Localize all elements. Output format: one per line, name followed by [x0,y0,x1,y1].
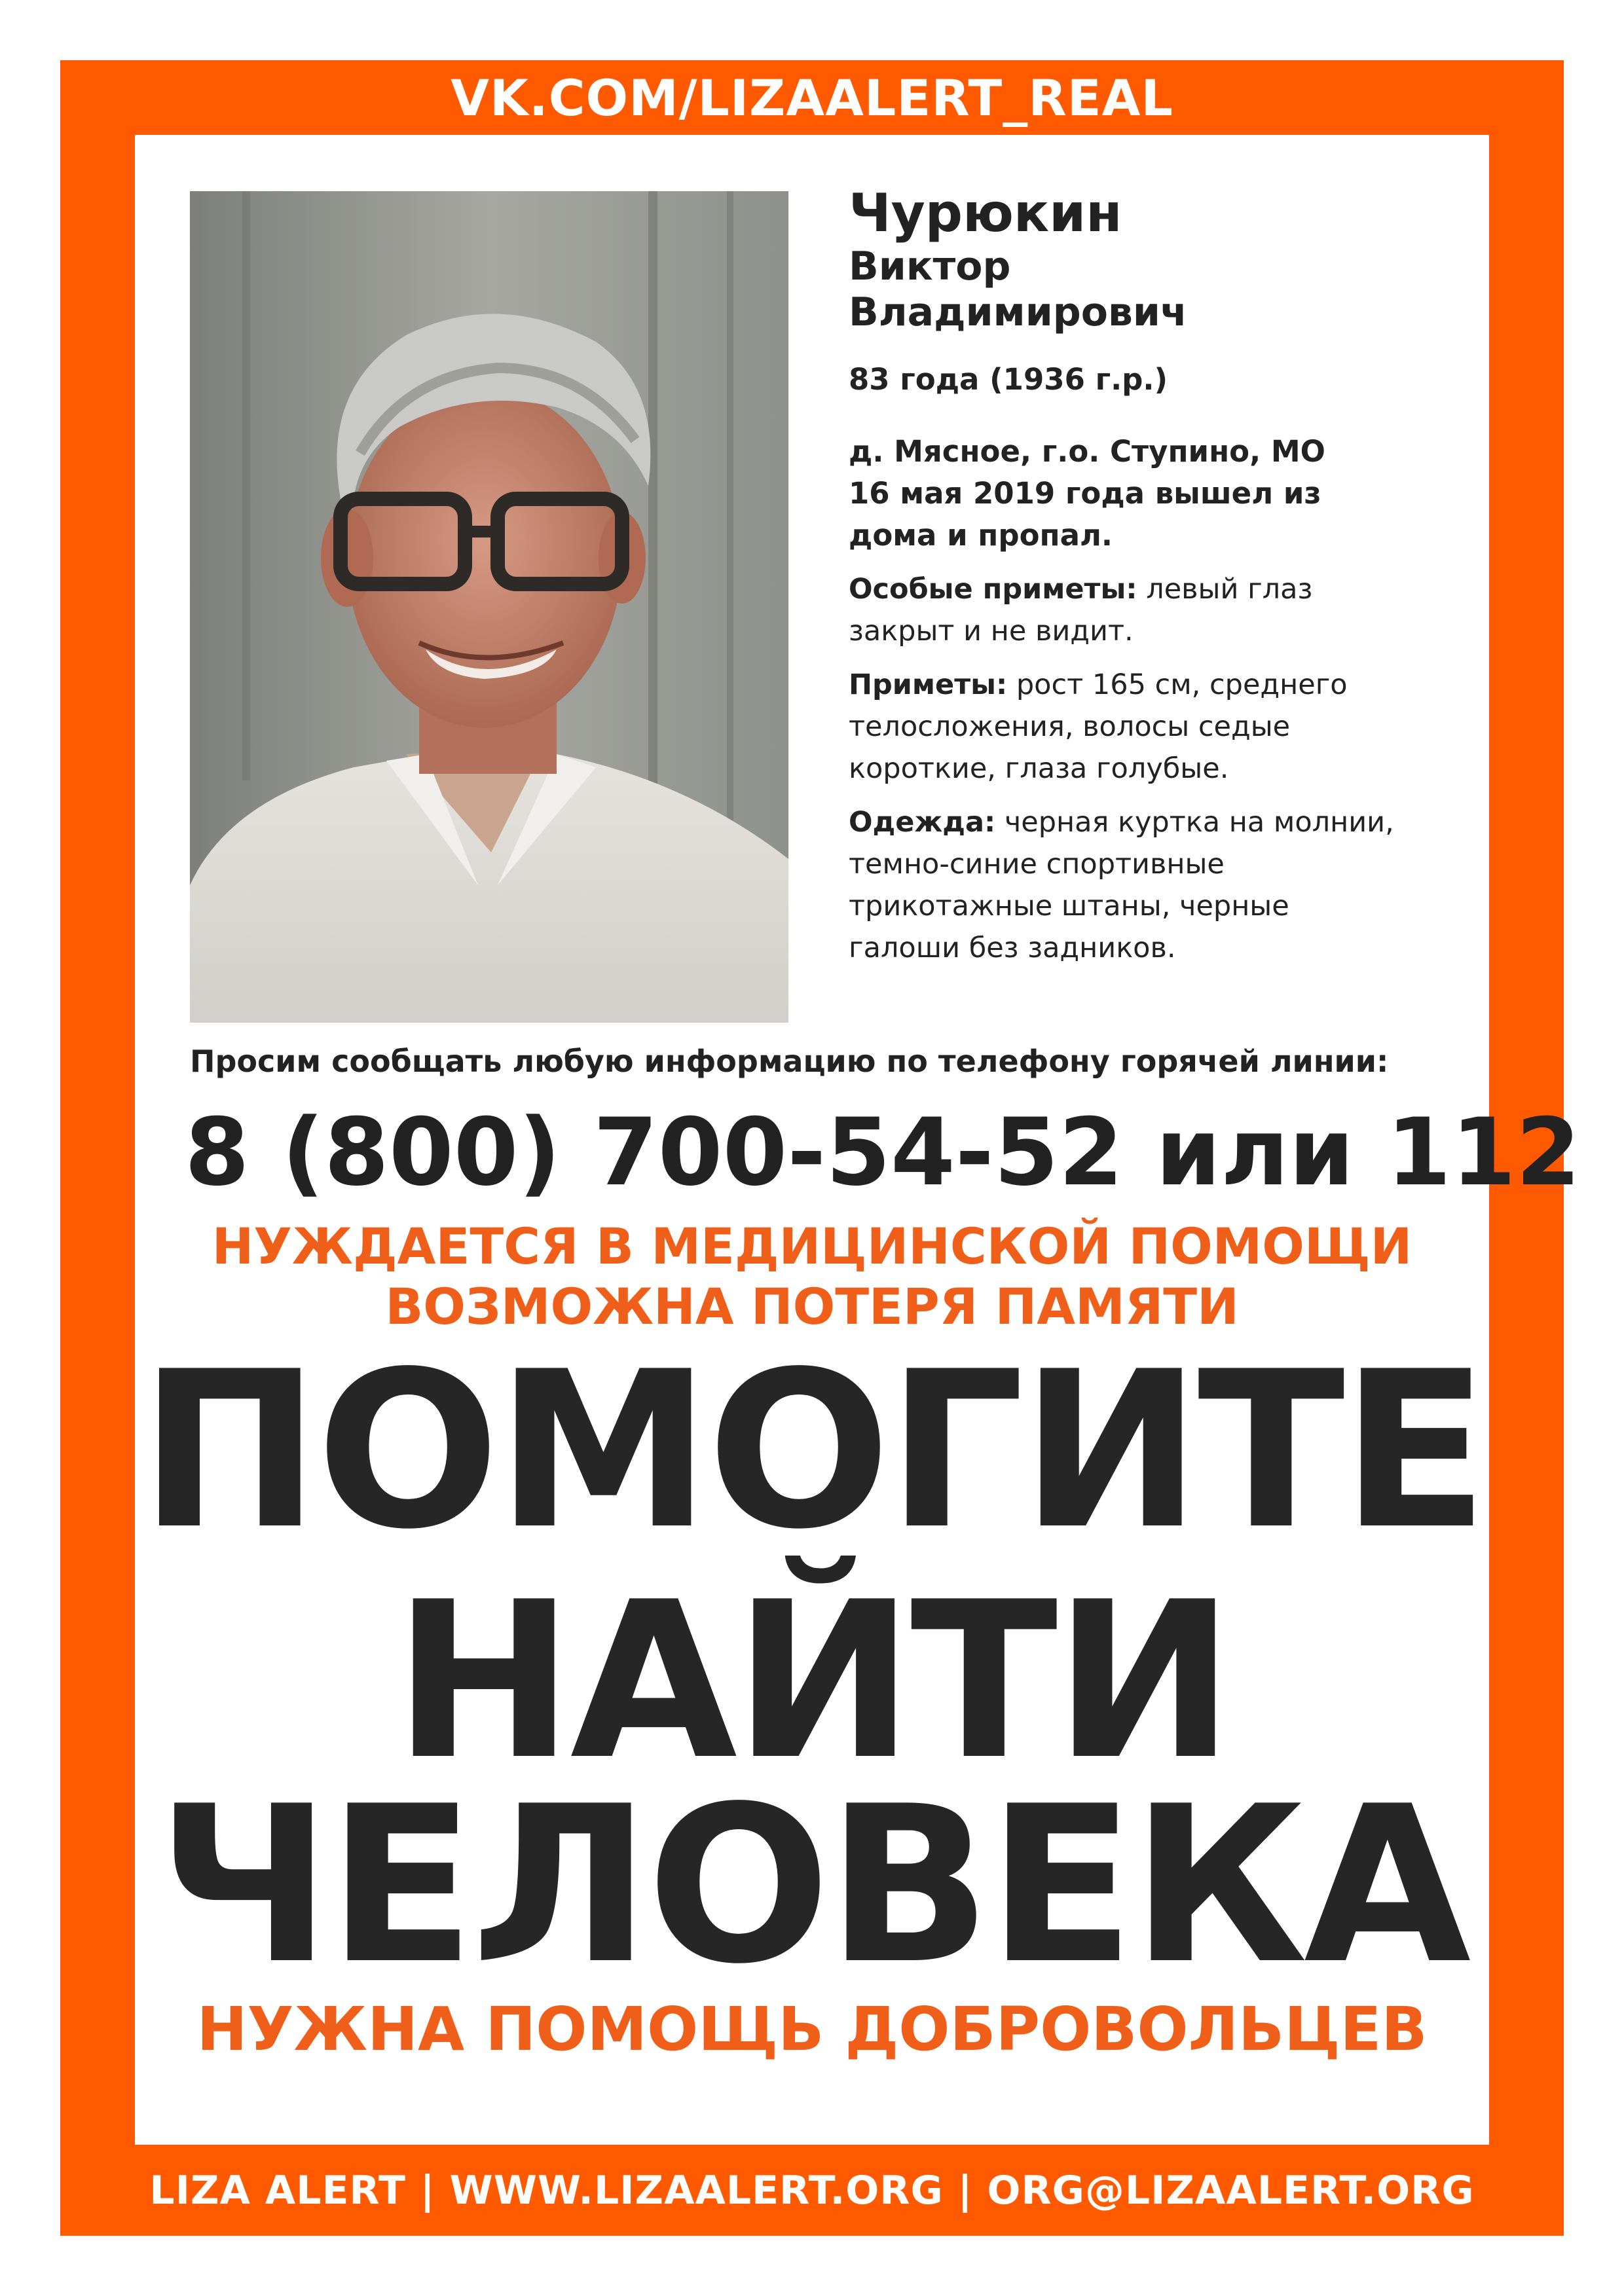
person-age: 83 года (1936 г.р.) [849,362,1168,397]
clothes-label: Одежда: [849,806,996,839]
headline-find: НАЙТИ [393,1556,1231,1807]
vk-link[interactable]: VK.COM/LIZAALERT_REAL [451,68,1173,127]
hotline-request: Просим сообщать любую информацию по телефону горячей линии: [190,1044,1389,1079]
person-photo [190,191,788,1023]
signs-label: Приметы: [849,668,1008,701]
special-signs-text: закрыт и не видит. [849,615,1134,647]
memory-loss-alert-line: ВОЗМОЖНА ПОТЕРЯ ПАМЯТИ [385,1277,1239,1336]
headline-person: ЧЕЛОВЕКА [157,1760,1467,2011]
person-portrait-image [190,191,788,1023]
hotline-phone[interactable]: 8 (800) 700-54-52 или 112 [185,1099,1581,1207]
person-patronymic: Владимирович [849,289,1188,335]
special-signs [849,568,1438,652]
footer-contacts[interactable]: LIZA ALERT | WWW.LIZAALERT.ORG | ORG@LIZAALERT.ORG [149,2167,1475,2214]
headline-help: ПОМОГИТЕ [139,1325,1485,1576]
clothes-text: черная куртка на молнии, [995,806,1394,839]
volunteers-needed: НУЖНА ПОМОЩЬ ДОБРОВОЛЬЦЕВ [196,1994,1428,2064]
signs-text: телосложения, волосы седые [849,710,1291,743]
signs-text: короткие, глаза голубые. [849,752,1229,785]
person-first-name: Виктор [849,244,1011,289]
disappearance-line: 16 мая 2019 года вышел из [849,476,1321,511]
medical-alert [135,1216,1489,1337]
disappearance-info [849,431,1438,556]
person-details [849,182,1438,969]
clothes-text: трикотажные штаны, черные [849,890,1289,922]
signs-text: рост 165 см, среднего [1007,668,1348,701]
person-surname: Чурюкин [849,183,1122,244]
special-signs-label: Особые приметы: [849,573,1137,606]
clothes [849,801,1438,969]
clothes-text: галоши без задников. [849,932,1176,964]
medical-alert-line: НУЖДАЕТСЯ В МЕДИЦИНСКОЙ ПОМОЩИ [212,1217,1412,1275]
clothes-text: темно-синие спортивные [849,848,1225,881]
disappearance-line: дома и пропал. [849,518,1113,553]
special-signs-text: левый глаз [1137,573,1313,606]
physical-signs [849,664,1438,790]
disappearance-line: д. Мясное, г.о. Ступино, МО [849,434,1325,469]
